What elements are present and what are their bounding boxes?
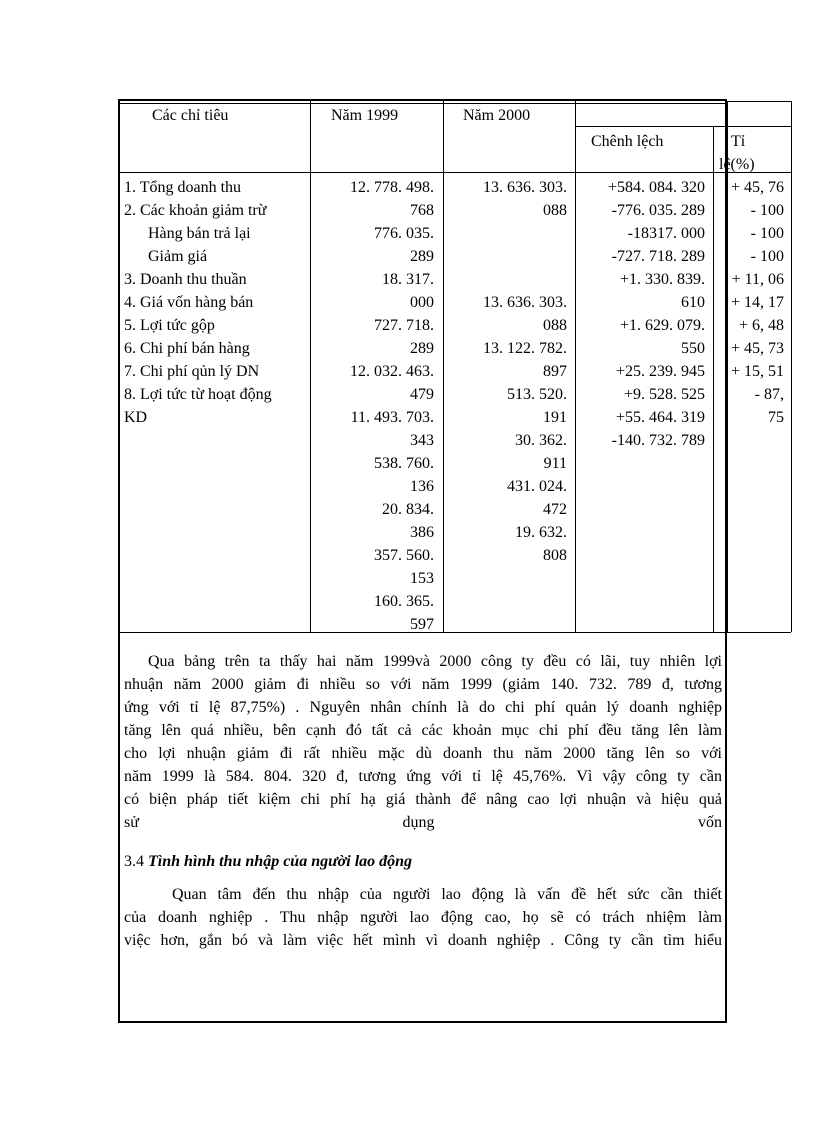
- value-cell: [445, 268, 567, 291]
- value-cell: 191: [543, 409, 567, 426]
- value-cell: 136: [410, 478, 434, 495]
- value-cell: +25. 239. 945: [615, 363, 705, 380]
- value-cell: 13. 122. 782.: [483, 340, 567, 357]
- value-cell: 75: [768, 409, 784, 426]
- indicator-cell: 5. Lợi tức gộp: [124, 317, 215, 334]
- indicator-cell: 4. Giá vốn hàng bán: [124, 294, 254, 311]
- value-cell: 20. 834.: [382, 501, 434, 518]
- value-cell: -776. 035. 289: [611, 202, 705, 219]
- value-cell: 12. 032. 463.: [350, 363, 434, 380]
- paragraph-line: nhuận năm 2000 giảm đi nhiều so với năm 1999 (giảm 140. 732. 789 đ, tương: [124, 676, 722, 693]
- section-heading: [124, 850, 412, 873]
- value-cell: 550: [681, 340, 705, 357]
- indicator-cell: 7. Chi phí qủn lý DN: [124, 363, 260, 380]
- paragraph-line: Quan tâm đến thu nhập của người lao động là vấn đề hết sức cần thiết: [172, 886, 722, 903]
- col-difference: [577, 176, 705, 452]
- value-cell: 11. 493. 703.: [350, 409, 434, 426]
- value-cell: 000: [410, 294, 434, 311]
- value-cell: [445, 222, 567, 245]
- value-cell: 19. 632.: [515, 524, 567, 541]
- indicator-cell: 6. Chi phí bán hàng: [124, 340, 250, 357]
- paragraph-line: ứng với tỉ lệ 87,75%) . Nguyên nhân chính là do chi phí quản lý doanh nghiệp: [124, 699, 722, 716]
- value-cell: 808: [543, 547, 567, 564]
- value-cell: 153: [410, 570, 434, 587]
- paragraph-line: của doanh nghiệp . Thu nhập người lao động cao, họ sẽ có trách nhiệm làm: [124, 909, 722, 926]
- value-cell: + 11, 06: [731, 271, 784, 288]
- value-cell: 18. 317.: [382, 271, 434, 288]
- indicator-cell: Hàng bán trả lại: [148, 225, 251, 242]
- table-divider: [310, 101, 311, 632]
- value-cell: 088: [543, 317, 567, 334]
- value-cell: 597: [410, 616, 434, 633]
- paragraph-line: năm 1999 là 584. 804. 320 đ, tương ứng với tỉ lệ 45,76%. Vì vậy công ty cần: [124, 768, 722, 785]
- value-cell: +55. 464. 319: [615, 409, 705, 426]
- value-cell: [445, 245, 567, 268]
- value-cell: 343: [410, 432, 434, 449]
- indicator-cell: 1. Tổng doanh thu: [124, 179, 242, 196]
- value-cell: 776. 035.: [374, 225, 434, 242]
- analysis-paragraph: [124, 650, 722, 834]
- value-cell: +1. 629. 079.: [619, 317, 705, 334]
- col-ratio: [714, 176, 784, 429]
- table-rule: [575, 126, 791, 127]
- table-divider: [575, 101, 576, 632]
- value-cell: 289: [410, 340, 434, 357]
- value-cell: 13. 636. 303.: [483, 294, 567, 311]
- value-cell: 472: [543, 501, 567, 518]
- value-cell: + 6, 48: [738, 317, 784, 334]
- income-paragraph: [124, 883, 722, 952]
- indicator-cell: KD: [124, 409, 148, 426]
- indicator-cell: 2. Các khoản giảm trừ: [124, 202, 267, 219]
- table-divider: [443, 101, 444, 632]
- col-2000: [445, 176, 567, 567]
- header-2000: Năm 2000: [463, 107, 531, 124]
- value-cell: +1. 330. 839.: [619, 271, 705, 288]
- header-ratio-unit: lệ(%): [719, 156, 755, 173]
- value-cell: - 87,: [754, 386, 784, 403]
- table-rule: [118, 632, 791, 633]
- indicator-cell: 3. Doanh thu thuần: [124, 271, 247, 288]
- header-1999: Năm 1999: [331, 107, 399, 124]
- value-cell: 088: [543, 202, 567, 219]
- paragraph-line: tăng lên quá nhiều, bên cạnh đó tất cả các khoản mục chi phí đều tăng lên làm: [124, 722, 722, 739]
- indicator-cell: 8. Lợi tức từ hoạt động: [124, 386, 272, 403]
- value-cell: + 45, 73: [730, 340, 784, 357]
- indicator-column: [124, 176, 272, 429]
- value-cell: 768: [410, 202, 434, 219]
- section-title: Tình hình thu nhập của người lao động: [148, 853, 413, 870]
- value-cell: - 100: [750, 202, 784, 219]
- col-1999: [312, 176, 434, 636]
- section-number: 3.4: [124, 853, 144, 870]
- value-cell: -18317. 000: [627, 225, 705, 242]
- header-ratio: Tỉ: [731, 133, 746, 150]
- value-cell: 12. 778. 498.: [350, 179, 434, 196]
- value-cell: 30. 362.: [515, 432, 567, 449]
- table-divider: [791, 101, 792, 632]
- value-cell: 386: [410, 524, 434, 541]
- value-cell: 357. 560.: [374, 547, 434, 564]
- value-cell: 513. 520.: [507, 386, 567, 403]
- paragraph-line: Qua bảng trên ta thấy hai năm 1999và 2000 công ty đều có lãi, tuy nhiên lợi: [148, 653, 722, 670]
- paragraph-line: việc hơn, gắn bó và làm việc hết mình vì doanh nghiệp . Công ty cần tìm hiểu: [124, 932, 722, 949]
- header-difference: Chênh lệch: [591, 133, 664, 150]
- value-cell: + 14, 17: [730, 294, 784, 311]
- value-cell: 610: [681, 294, 705, 311]
- value-cell: -727. 718. 289: [611, 248, 705, 265]
- value-cell: 538. 760.: [374, 455, 434, 472]
- indicator-cell: Giảm giá: [148, 248, 208, 265]
- value-cell: -140. 732. 789: [611, 432, 705, 449]
- value-cell: 289: [410, 248, 434, 265]
- value-cell: 897: [543, 363, 567, 380]
- value-cell: - 100: [750, 248, 784, 265]
- header-indicator: Các chỉ tiêu: [152, 107, 229, 124]
- table-rule: [727, 101, 791, 102]
- value-cell: +9. 528. 525: [623, 386, 705, 403]
- paragraph-line: có biện pháp tiết kiệm chi phí hạ giá thành để nâng cao lợi nhuận và hiệu quả: [124, 791, 722, 808]
- paragraph-line: sử dụng vốn: [124, 814, 722, 831]
- value-cell: - 100: [750, 225, 784, 242]
- value-cell: 727. 718.: [374, 317, 434, 334]
- value-cell: 479: [410, 386, 434, 403]
- value-cell: 911: [543, 455, 567, 472]
- paragraph-line: cho lợi nhuận giảm đi rất nhiều mặc dù doanh thu năm 2000 tăng lên so với: [124, 745, 722, 762]
- value-cell: +584. 084. 320: [607, 179, 705, 196]
- value-cell: + 45, 76: [730, 179, 784, 196]
- value-cell: 160. 365.: [374, 593, 434, 610]
- value-cell: 431. 024.: [507, 478, 567, 495]
- table-rule: [118, 172, 791, 173]
- value-cell: + 15, 51: [730, 363, 784, 380]
- value-cell: 13. 636. 303.: [483, 179, 567, 196]
